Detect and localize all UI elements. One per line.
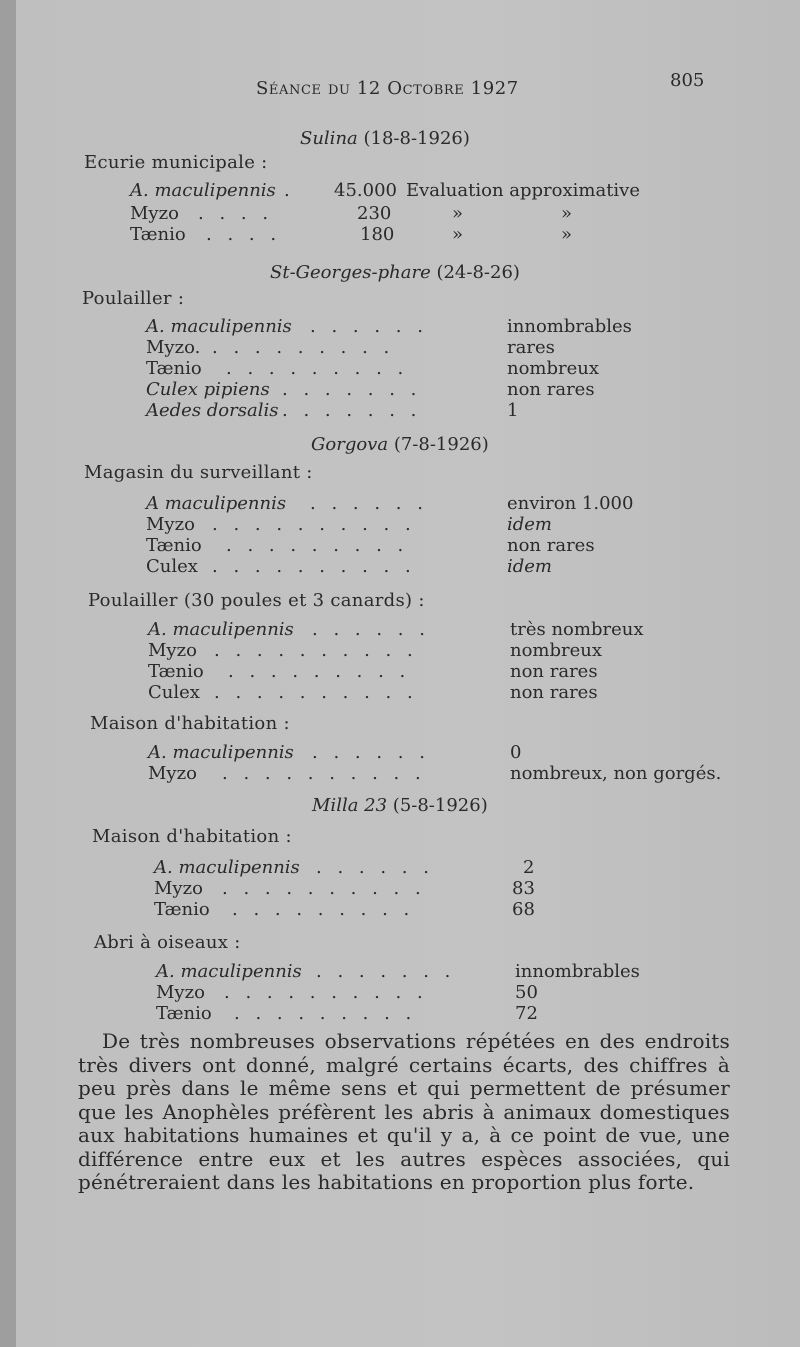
leader-dots: . . . . . .: [312, 619, 430, 640]
count-value: 45.000: [334, 180, 397, 201]
table-row: [0, 400, 800, 422]
count-value: 2: [523, 857, 535, 878]
table-row: [0, 358, 800, 380]
table-row: [0, 535, 800, 557]
table-row: [0, 899, 800, 921]
leader-dots: . . . . . . . . .: [226, 535, 409, 556]
table-row: [0, 763, 800, 785]
abundance-value: 0: [510, 742, 522, 763]
running-header: Séance du 12 Octobre 1927: [256, 78, 519, 99]
table-row: [0, 682, 800, 704]
leader-dots: .: [284, 180, 295, 201]
table-row: [0, 493, 800, 515]
species-name: Myzo: [148, 763, 197, 784]
table-row: [0, 180, 800, 202]
leader-dots: . . . . . . . . . .: [222, 878, 426, 899]
site-heading-gorgova: [311, 434, 489, 455]
location-label: Maison d'habitation :: [92, 826, 292, 847]
leader-dots: . . . . . .: [316, 857, 434, 878]
site-name: Gorgova: [311, 434, 389, 455]
note-value: Evaluation approximative: [406, 180, 640, 201]
site-date: (5-8-1926): [392, 795, 488, 816]
count-value: 83: [512, 878, 535, 899]
table-row: [0, 203, 800, 225]
table-row: [0, 742, 800, 764]
table-row: [0, 961, 800, 983]
abundance-value: très nombreux: [510, 619, 644, 640]
species-name: Culex: [146, 556, 198, 577]
table-row: [0, 619, 800, 641]
location-label: Abri à oiseaux :: [94, 932, 241, 953]
ditto-mark: »: [452, 203, 464, 224]
species-name: Aedes dorsalis: [146, 400, 279, 421]
abundance-value: 1: [507, 400, 519, 421]
leader-dots: . . . .: [198, 203, 274, 224]
abundance-value: rares: [507, 337, 555, 358]
table-row: [0, 661, 800, 683]
leader-dots: . . . . . .: [310, 493, 428, 514]
abundance-value: non rares: [510, 661, 598, 682]
species-name: Tænio: [146, 535, 202, 556]
leader-dots: . . . . . . .: [282, 400, 422, 421]
species-name: Tænio: [156, 1003, 212, 1024]
leader-dots: . . . . . .: [310, 316, 428, 337]
table-row: [0, 224, 800, 246]
table-row: [0, 379, 800, 401]
abundance-value: non rares: [507, 379, 595, 400]
location-label: Ecurie municipale :: [84, 152, 268, 173]
species-name: Tænio: [148, 661, 204, 682]
species-name: A. maculipennis: [146, 316, 292, 337]
abundance-value: nombreux: [507, 358, 600, 379]
site-name: St-Georges-phare: [270, 262, 431, 283]
species-name: Myzo: [148, 640, 197, 661]
leader-dots: . . . . . . . . . .: [214, 640, 418, 661]
ditto-mark: »: [561, 224, 573, 245]
location-label: Magasin du surveillant :: [84, 462, 313, 483]
leader-dots: . . . . . . . . .: [228, 661, 411, 682]
abundance-value: idem: [507, 556, 552, 577]
table-row: [0, 857, 800, 879]
table-row: [0, 1003, 800, 1025]
table-row: [0, 878, 800, 900]
location-label: Poulailler :: [82, 288, 185, 309]
leader-dots: . . . . . . . . . .: [214, 682, 418, 703]
abundance-value: non rares: [507, 535, 595, 556]
abundance-value: nombreux, non gorgés.: [510, 763, 722, 784]
count-value: 230: [357, 203, 392, 224]
leader-dots: . . . . . . .: [282, 379, 422, 400]
abundance-value: innombrables: [507, 316, 632, 337]
location-label: Maison d'habitation :: [90, 713, 290, 734]
site-heading-milla: [312, 795, 488, 816]
leader-dots: . . . .: [206, 224, 282, 245]
leader-dots: . . . . . . . . . .: [212, 514, 416, 535]
site-name: Sulina: [300, 128, 358, 149]
conclusion-paragraph: De très nombreuses observations répétées en des endroits très divers ont donné, malgré certains écarts, des chiffres à peu près dans le même sens et qui permettent de présumer que les Anophèles préfèrent les abris à animaux domestiques aux habitations humaines et qu'il y a, à ce point de vue, une différence entre eux et les autres espèces associées, qui pénétreraient dans les habitations en proportion plus forte.: [78, 1029, 730, 1194]
species-name: Myzo.: [146, 337, 201, 358]
count-value: 68: [512, 899, 535, 920]
leader-dots: . . . . . . . . . .: [222, 763, 426, 784]
table-row: [0, 316, 800, 338]
abundance-value: idem: [507, 514, 552, 535]
site-date: (24-8-26): [436, 262, 520, 283]
site-date: (18-8-1926): [363, 128, 470, 149]
leader-dots: . . . . . . . . . .: [212, 556, 416, 577]
species-name: Myzo: [156, 982, 205, 1003]
species-name: Myzo: [154, 878, 203, 899]
page-number: 805: [670, 70, 705, 91]
species-name: Tænio: [130, 224, 186, 245]
count-value: 72: [515, 1003, 538, 1024]
table-row: [0, 640, 800, 662]
table-row: [0, 556, 800, 578]
ditto-mark: »: [452, 224, 464, 245]
leader-dots: . . . . . . .: [316, 961, 456, 982]
count-value: 50: [515, 982, 538, 1003]
table-row: [0, 982, 800, 1004]
table-row: [0, 514, 800, 536]
count-value: 180: [360, 224, 395, 245]
species-name: A. maculipennis: [130, 180, 276, 201]
site-date: (7-8-1926): [393, 434, 489, 455]
site-heading-sulina: [300, 128, 470, 149]
species-name: A. maculipennis: [148, 742, 294, 763]
site-name: Milla 23: [312, 795, 388, 816]
location-label: Poulailler (30 poules et 3 canards) :: [88, 590, 425, 611]
leader-dots: . . . . . . . . .: [212, 337, 395, 358]
abundance-value: nombreux: [510, 640, 603, 661]
table-row: [0, 337, 800, 359]
species-name: Culex: [148, 682, 200, 703]
species-name: Myzo: [130, 203, 179, 224]
abundance-value: non rares: [510, 682, 598, 703]
species-name: Tænio: [146, 358, 202, 379]
ditto-mark: »: [561, 203, 573, 224]
species-name: Culex pipiens: [146, 379, 270, 400]
species-name: Tænio: [154, 899, 210, 920]
species-name: A. maculipennis: [148, 619, 294, 640]
site-heading-st-georges: [270, 262, 520, 283]
species-name: A maculipennis: [146, 493, 287, 514]
leader-dots: . . . . . . . . .: [232, 899, 415, 920]
species-name: A. maculipennis: [154, 857, 300, 878]
species-name: A. maculipennis: [156, 961, 302, 982]
leader-dots: . . . . . . . . . .: [224, 982, 428, 1003]
leader-dots: . . . . . . . . .: [234, 1003, 417, 1024]
species-name: Myzo: [146, 514, 195, 535]
abundance-value: innombrables: [515, 961, 640, 982]
abundance-value: environ 1.000: [507, 493, 634, 514]
leader-dots: . . . . . . . . .: [226, 358, 409, 379]
leader-dots: . . . . . .: [312, 742, 430, 763]
